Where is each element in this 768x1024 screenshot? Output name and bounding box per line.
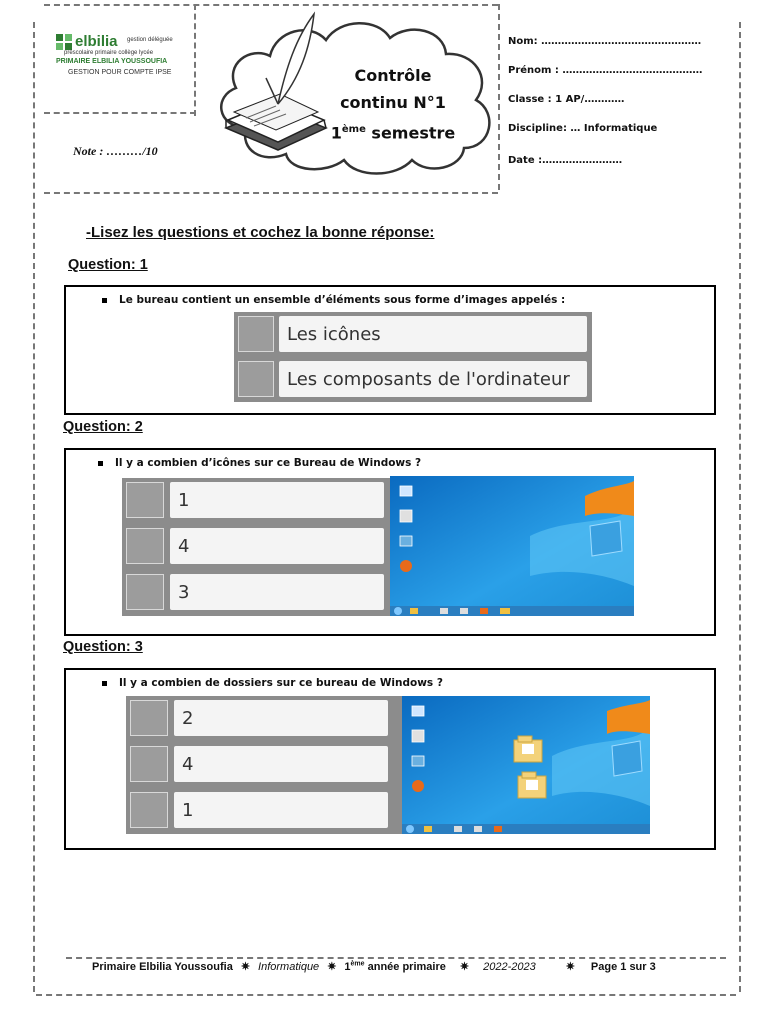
question-1-label: Question: 1 bbox=[68, 257, 148, 273]
question-1-text-content: Le bureau contient un ensemble d’éléments sous forme d’images appelés : bbox=[119, 294, 566, 306]
page-footer bbox=[92, 960, 656, 973]
logo-levels: préscolaire primaire collège lycée bbox=[64, 50, 154, 56]
question-2-label: Question: 2 bbox=[63, 419, 143, 435]
star-icon: ✷ bbox=[565, 961, 575, 973]
checkbox-icon[interactable] bbox=[238, 316, 274, 352]
test-title bbox=[318, 62, 468, 146]
classe-field: Classe : 1 AP/………… bbox=[508, 94, 625, 105]
folder-icon bbox=[514, 736, 542, 762]
windows-desktop-screenshot bbox=[390, 476, 634, 616]
question-3-option-1[interactable]: 2 bbox=[174, 700, 388, 736]
title-line-2: continu N°1 bbox=[340, 93, 446, 112]
question-1-text bbox=[102, 294, 565, 306]
logo-gestion-deleguee: gestion déléguée bbox=[127, 37, 173, 43]
checkbox-icon[interactable] bbox=[238, 361, 274, 397]
star-icon: ✷ bbox=[327, 961, 337, 973]
bullet-icon bbox=[102, 298, 107, 303]
footer-year-sup: ème bbox=[350, 960, 365, 968]
question-2-text-content: Il y a combien d’icônes sur ce Bureau de Windows ? bbox=[115, 457, 422, 469]
folder-icon bbox=[518, 772, 546, 798]
question-2-box bbox=[64, 448, 716, 636]
title-line-3 bbox=[318, 116, 468, 146]
checkbox-icon[interactable] bbox=[130, 746, 168, 782]
instruction: -Lisez les questions et cochez la bonne réponse: bbox=[86, 224, 435, 241]
question-3-option-3[interactable]: 1 bbox=[174, 792, 388, 828]
discipline-field: Discipline: … Informatique bbox=[508, 123, 658, 134]
header-divider-2 bbox=[498, 4, 500, 190]
question-2-options bbox=[122, 478, 390, 616]
title-sem-num: 1 bbox=[330, 123, 342, 143]
star-icon: ✷ bbox=[459, 961, 470, 973]
prenom-field: Prénom : …………………………………… bbox=[508, 65, 703, 76]
checkbox-icon[interactable] bbox=[130, 700, 168, 736]
question-2-option-3[interactable]: 3 bbox=[170, 574, 384, 610]
title-line-1: Contrôle bbox=[354, 66, 432, 85]
school-logo bbox=[56, 34, 186, 84]
checkbox-icon[interactable] bbox=[126, 528, 164, 564]
page-bottom-border bbox=[36, 994, 736, 996]
checkbox-icon[interactable] bbox=[126, 574, 164, 610]
question-3-options bbox=[126, 696, 402, 834]
logo-school-name: PRIMAIRE ELBILIA YOUSSOUFIA bbox=[56, 58, 168, 65]
bullet-icon bbox=[98, 461, 103, 466]
footer-school: Primaire Elbilia Youssoufia bbox=[92, 961, 233, 973]
logo-name: elbilia bbox=[75, 33, 118, 50]
date-field: Date :…………………… bbox=[508, 155, 623, 166]
elbilia-logo-mark bbox=[56, 34, 72, 50]
question-1-options bbox=[234, 312, 592, 402]
footer-line bbox=[66, 957, 726, 959]
checkbox-icon[interactable] bbox=[126, 482, 164, 518]
checkbox-icon[interactable] bbox=[130, 792, 168, 828]
question-2-text bbox=[98, 457, 421, 469]
question-3-label: Question: 3 bbox=[63, 639, 143, 655]
title-sem-rest: semestre bbox=[365, 123, 456, 143]
question-1-option-1[interactable]: Les icônes bbox=[279, 316, 587, 352]
question-1-option-2[interactable]: Les composants de l'ordinateur bbox=[279, 361, 587, 397]
question-3-text-content: Il y a combien de dossiers sur ce bureau de Windows ? bbox=[119, 677, 443, 689]
footer-year-num: 1 bbox=[344, 961, 351, 973]
star-icon: ✷ bbox=[240, 961, 251, 973]
footer-school-year: 2022-2023 bbox=[483, 961, 536, 973]
note-field: Note : ………/10 bbox=[73, 144, 158, 158]
header-divider-1 bbox=[194, 4, 196, 116]
footer-year-rest: année primaire bbox=[364, 961, 446, 973]
question-3-text bbox=[102, 677, 443, 689]
question-2-option-2[interactable]: 4 bbox=[170, 528, 384, 564]
footer-subject: Informatique bbox=[258, 961, 320, 973]
windows-desktop-screenshot bbox=[402, 696, 650, 834]
question-1-box bbox=[64, 285, 716, 415]
logo-gestion-compte: GESTION POUR COMPTE IPSE bbox=[68, 69, 172, 76]
nom-field: Nom: ………………………………………… bbox=[508, 36, 702, 47]
bullet-icon bbox=[102, 681, 107, 686]
footer-page: Page 1 sur 3 bbox=[590, 961, 656, 973]
question-3-option-2[interactable]: 4 bbox=[174, 746, 388, 782]
question-3-box bbox=[64, 668, 716, 850]
title-sem-sup: ème bbox=[341, 124, 366, 135]
question-2-option-1[interactable]: 1 bbox=[170, 482, 384, 518]
header-divider-3 bbox=[44, 112, 196, 114]
